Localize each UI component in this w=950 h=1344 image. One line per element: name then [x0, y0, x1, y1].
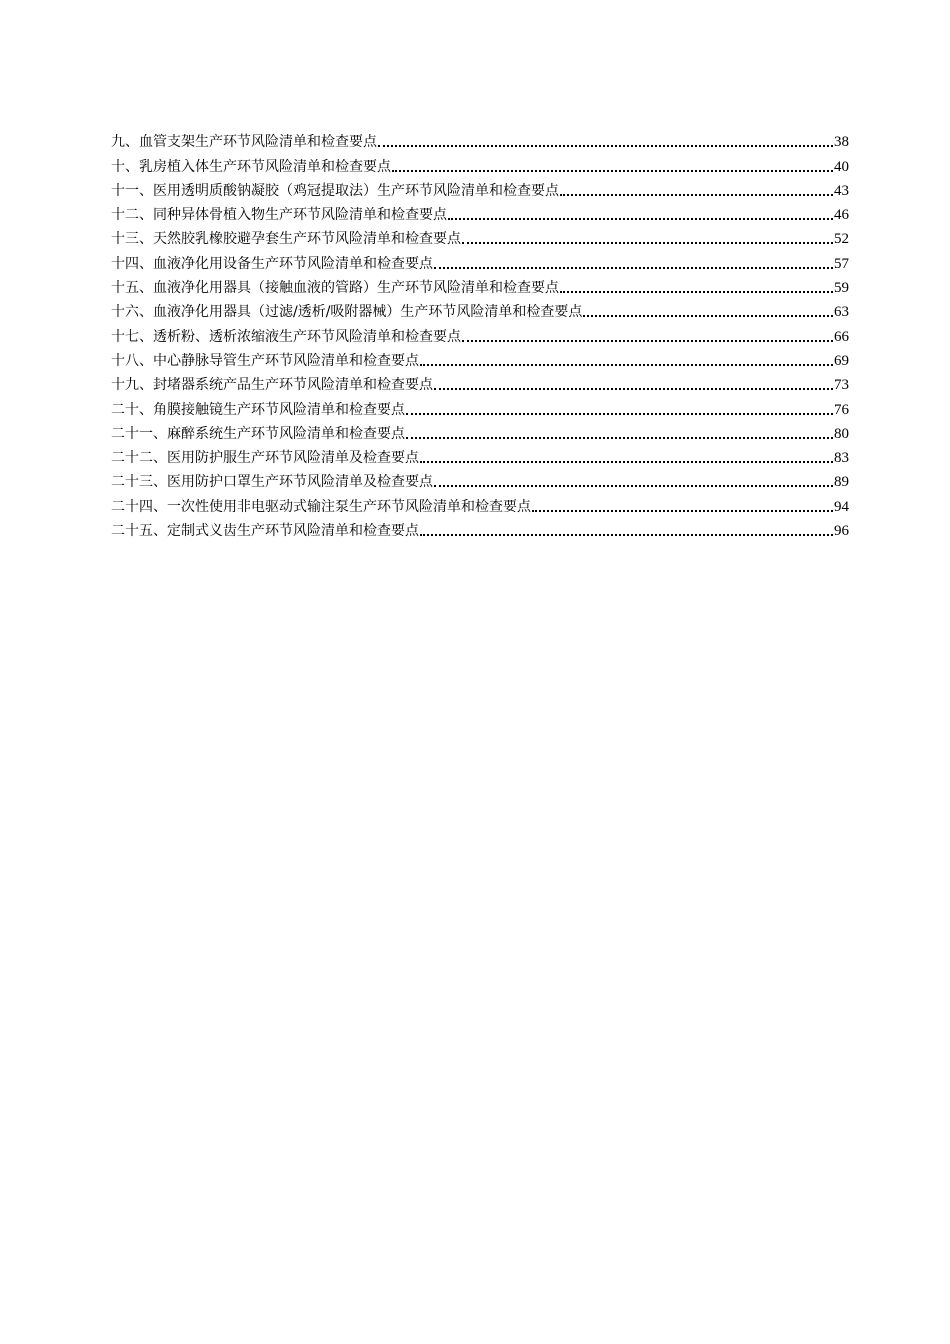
toc-entry-page: 89: [834, 474, 849, 491]
toc-entry[interactable]: [111, 175, 849, 199]
toc-entry-title: 二十三、医用防护口罩生产环节风险清单及检查要点: [111, 474, 433, 491]
toc-dot-leader: [462, 340, 833, 342]
toc-dot-leader: [462, 242, 833, 244]
toc-entry-title: 十一、医用透明质酸钠凝胶（鸡冠提取法）生产环节风险清单和检查要点: [111, 182, 559, 199]
toc-entry-page: 46: [834, 207, 849, 224]
toc-entry[interactable]: [111, 466, 849, 490]
toc-entry[interactable]: [111, 490, 849, 514]
toc-entry-page: 73: [834, 377, 849, 394]
toc-entry-page: 63: [834, 304, 849, 321]
toc-entry-page: 96: [834, 523, 849, 540]
toc-entry-title: 二十一、麻醉系统生产环节风险清单和检查要点: [111, 425, 405, 442]
toc-entry-title: 二十二、医用防护服生产环节风险清单及检查要点: [111, 450, 419, 467]
toc-entry-page: 57: [834, 255, 849, 272]
toc-entry[interactable]: [111, 515, 849, 539]
toc-entry[interactable]: [111, 272, 849, 296]
toc-entry-page: 52: [834, 231, 849, 248]
toc-entry-page: 59: [834, 280, 849, 297]
toc-entry-title: 九、血管支架生产环节风险清单和检查要点: [111, 134, 377, 151]
toc-dot-leader: [406, 437, 833, 439]
toc-dot-leader: [583, 315, 833, 317]
toc-entry-page: 43: [834, 182, 849, 199]
toc-entry[interactable]: [111, 199, 849, 223]
toc-entry-title: 十八、中心静脉导管生产环节风险清单和检查要点: [111, 352, 419, 369]
toc-entry[interactable]: [111, 442, 849, 466]
toc-dot-leader: [406, 413, 833, 415]
toc-entry-page: 76: [834, 401, 849, 418]
toc-entry[interactable]: [111, 223, 849, 247]
toc-entry[interactable]: [111, 369, 849, 393]
toc-entry[interactable]: [111, 296, 849, 320]
toc-entry-title: 十三、天然胶乳橡胶避孕套生产环节风险清单和检查要点: [111, 231, 461, 248]
toc-entry-title: 十五、血液净化用器具（接触血液的管路）生产环节风险清单和检查要点: [111, 280, 559, 297]
toc-dot-leader: [392, 170, 833, 172]
toc-entry[interactable]: [111, 150, 849, 174]
toc-entry[interactable]: [111, 418, 849, 442]
toc-dot-leader: [420, 461, 833, 463]
toc-entry-page: 83: [834, 450, 849, 467]
toc-entry-page: 40: [834, 158, 849, 175]
toc-dot-leader: [532, 510, 833, 512]
toc-entry-page: 69: [834, 352, 849, 369]
toc-dot-leader: [434, 267, 833, 269]
toc-entry-title: 十四、血液净化用设备生产环节风险清单和检查要点: [111, 255, 433, 272]
toc-dot-leader: [420, 534, 833, 536]
toc-entry-title: 十九、封堵器系统产品生产环节风险清单和检查要点: [111, 377, 433, 394]
toc-entry[interactable]: [111, 126, 849, 150]
toc-entry-page: 94: [834, 498, 849, 515]
toc-entry-page: 66: [834, 328, 849, 345]
table-of-contents: [111, 126, 849, 539]
toc-entry-title: 二十、角膜接触镜生产环节风险清单和检查要点: [111, 401, 405, 418]
toc-dot-leader: [560, 291, 833, 293]
toc-dot-leader: [434, 485, 833, 487]
toc-entry-title: 十二、同种异体骨植入物生产环节风险清单和检查要点: [111, 207, 447, 224]
toc-entry-page: 38: [834, 134, 849, 151]
toc-entry-title: 十、乳房植入体生产环节风险清单和检查要点: [111, 158, 391, 175]
toc-entry-title: 十七、透析粉、透析浓缩液生产环节风险清单和检查要点: [111, 328, 461, 345]
toc-dot-leader: [434, 388, 833, 390]
toc-dot-leader: [378, 145, 833, 147]
toc-entry-title: 二十五、定制式义齿生产环节风险清单和检查要点: [111, 523, 419, 540]
toc-entry[interactable]: [111, 247, 849, 271]
toc-dot-leader: [420, 364, 833, 366]
toc-dot-leader: [560, 194, 833, 196]
toc-entry[interactable]: [111, 345, 849, 369]
toc-dot-leader: [448, 218, 833, 220]
toc-entry-title: 十六、血液净化用器具（过滤/透析/吸附器械）生产环节风险清单和检查要点: [111, 304, 583, 321]
toc-entry[interactable]: [111, 393, 849, 417]
toc-entry[interactable]: [111, 320, 849, 344]
toc-entry-title: 二十四、一次性使用非电驱动式输注泵生产环节风险清单和检查要点: [111, 498, 531, 515]
toc-entry-page: 80: [834, 425, 849, 442]
